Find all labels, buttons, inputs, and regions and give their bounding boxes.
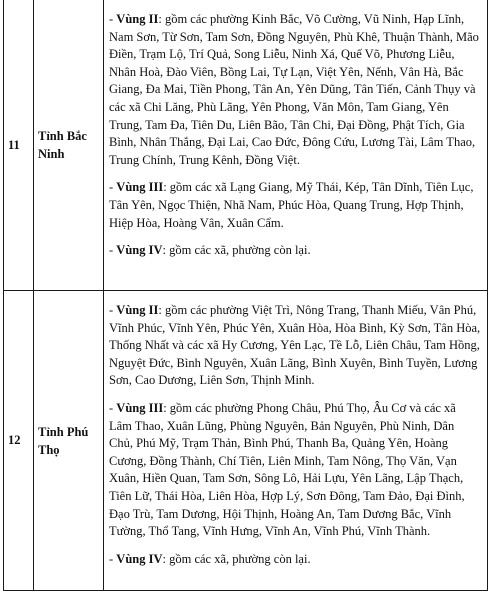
zone-text: : gồm các phường Việt Trì, Nông Trang, Thanh Miếu, Vân Phú, Vĩnh Phúc, Vĩnh Yên, Phúc Yên, Xuân Hòa, Hòa Bình, Kỳ Sơn, Tân Hòa, Thống Nhất và các xã Hy Cương, Yên Lạc, Tề Lỗ, Liên Châu, Tam Hồng, Nguyệt Đức, Bình Nguyên, Xuân Lãng, Bình Xuyên, Bình Tuyền, Lương Sơn, Cao Dương, Liên Sơn, Thịnh Minh. (109, 303, 481, 388)
zone-label: Vùng III (116, 400, 164, 415)
zone-text: : gồm các phường Phong Châu, Phú Thọ, Âu Cơ và các xã Lâm Thao, Xuân Lũng, Phùng Nguyên, Bản Nguyên, Phù Ninh, Dân Chủ, Phú Mỹ, Trạm Thản, Bình Phú, Thanh Ba, Quảng Yên, Hoàng Cương, Đồng Thành, Chí Tiên, Liên Minh, Tam Nông, Thọ Văn, Vạn Xuân, Hiền Quan, Tam Sơn, Sông Lô, Hải Lựu, Yên Lãng, Lập Thạch, Tiên Lữ, Thái Hòa, Liên Hòa, Hợp Lý, Sơn Đông, Tam Đảo, Đại Đình, Đạo Trù, Tam Dương, Hội Thịnh, Hoàng An, Tam Dương Bắc, Vĩnh Tường, Thổ Tang, Vĩnh Hưng, Vĩnh An, Vĩnh Phú, Vĩnh Thành. (109, 400, 465, 539)
zone-text: : gồm các xã, phường còn lại. (162, 243, 311, 258)
zone-paragraph: - Vùng IV: gồm các xã, phường còn lại. (109, 551, 311, 566)
zone-description (104, 291, 488, 591)
zone-label: Vùng III (116, 180, 164, 195)
zone-label: Vùng IV (116, 551, 163, 566)
zone-text: : gồm các phường Kinh Bắc, Võ Cường, Vũ Ninh, Hạp Lĩnh, Nam Sơn, Từ Sơn, Tam Sơn, Đồng Nguyên, Phù Khê, Thuận Thành, Mão Điền, Trạm Lộ, Trí Quả, Song Liễu, Ninh Xá, Quế Võ, Phương Liễu, Nhân Hoà, Đào Viên, Bồng Lai, Tự Lạn, Việt Yên, Nếnh, Vân Hà, Bắc Giang, Đa Mai, Tiền Phong, Tân An, Yên Dũng, Tân Tiến, Cảnh Thụy và các xã Chi Lăng, Phù Lãng, Yên Phong, Văn Môn, Tam Giang, Yên Trung, Tam Đa, Tiên Du, Liên Bão, Tân Chi, Đại Đồng, Phật Tích, Gia Bình, Nhân Thắng, Đại Lai, Cao Đức, Đông Cứu, Lương Tài, Lâm Thao, Trung Chính, Trung Kênh, Đồng Việt. (109, 12, 479, 167)
zone-paragraph: - Vùng II: gồm các phường Kinh Bắc, Võ Cường, Vũ Ninh, Hạp Lĩnh, Nam Sơn, Từ Sơn, Tam Sơn, Đồng Nguyên, Phù Khê, Thuận Thành, Mão Điền, Trạm Lộ, Trí Quả, Song Liễu, Ninh Xá, Quế Võ, Phương Liễu, Nhân Hoà, Đào Viên, Bồng Lai, Tự Lạn, Việt Yên, Nếnh, Vân Hà, Bắc Giang, Đa Mai, Tiền Phong, Tân An, Yên Dũng, Tân Tiến, Cảnh Thụy và các xã Chi Lăng, Phù Lãng, Yên Phong, Văn Môn, Tam Giang, Yên Trung, Tam Đa, Tiên Du, Liên Bão, Tân Chi, Đại Đồng, Phật Tích, Gia Bình, Nhân Thắng, Đại Lai, Cao Đức, Đông Cứu, Lương Tài, Lâm Thao, Trung Chính, Trung Kênh, Đồng Việt. (109, 12, 479, 167)
zone-paragraph: - Vùng IV: gồm các xã, phường còn lại. (109, 243, 311, 258)
table-row (4, 0, 488, 291)
zone-label: Vùng II (116, 303, 159, 317)
table-row (4, 291, 488, 591)
row-number: 11 (4, 0, 34, 291)
zone-label: Vùng II (116, 12, 159, 26)
zone-text: : gồm các xã, phường còn lại. (162, 551, 311, 566)
wage-zone-table (3, 0, 488, 591)
zone-text: : gồm các xã Lạng Giang, Mỹ Thái, Kép, Tân Dĩnh, Tiên Lục, Tân Yên, Ngọc Thiện, Nhã Nam, Phúc Hòa, Quang Trung, Hợp Thịnh, Hiệp Hòa, Hoàng Vân, Xuân Cẩm. (109, 180, 474, 230)
zone-paragraph: - Vùng III: gồm các phường Phong Châu, Phú Thọ, Âu Cơ và các xã Lâm Thao, Xuân Lũng, Phùng Nguyên, Bản Nguyên, Phù Ninh, Dân Chủ, Phú Mỹ, Trạm Thản, Bình Phú, Thanh Ba, Quảng Yên, Hoàng Cương, Đồng Thành, Chí Tiên, Liên Minh, Tam Nông, Thọ Văn, Vạn Xuân, Hiền Quan, Tam Sơn, Sông Lô, Hải Lựu, Yên Lãng, Lập Thạch, Tiên Lữ, Thái Hòa, Liên Hòa, Hợp Lý, Sơn Đông, Tam Đảo, Đại Đình, Đạo Trù, Tam Dương, Hội Thịnh, Hoàng An, Tam Dương Bắc, Vĩnh Tường, Thổ Tang, Vĩnh Hưng, Vĩnh An, Vĩnh Phú, Vĩnh Thành. (109, 400, 465, 539)
zone-paragraph: - Vùng II: gồm các phường Việt Trì, Nông Trang, Thanh Miếu, Vân Phú, Vĩnh Phúc, Vĩnh Yên, Phúc Yên, Xuân Hòa, Hòa Bình, Kỳ Sơn, Tân Hòa, Thống Nhất và các xã Hy Cương, Yên Lạc, Tề Lỗ, Liên Châu, Tam Hồng, Nguyệt Đức, Bình Nguyên, Xuân Lãng, Bình Xuyên, Bình Tuyền, Lương Sơn, Cao Dương, Liên Sơn, Thịnh Minh. (109, 303, 481, 388)
zone-label: Vùng IV (116, 243, 163, 258)
province-name: Tỉnh Bắc Ninh (34, 0, 104, 291)
zone-description (104, 0, 488, 291)
province-name: Tỉnh Phú Thọ (34, 291, 104, 591)
row-number: 12 (4, 291, 34, 591)
zone-paragraph: - Vùng III: gồm các xã Lạng Giang, Mỹ Thái, Kép, Tân Dĩnh, Tiên Lục, Tân Yên, Ngọc Thiện, Nhã Nam, Phúc Hòa, Quang Trung, Hợp Thịnh, Hiệp Hòa, Hoàng Vân, Xuân Cẩm. (109, 180, 474, 230)
